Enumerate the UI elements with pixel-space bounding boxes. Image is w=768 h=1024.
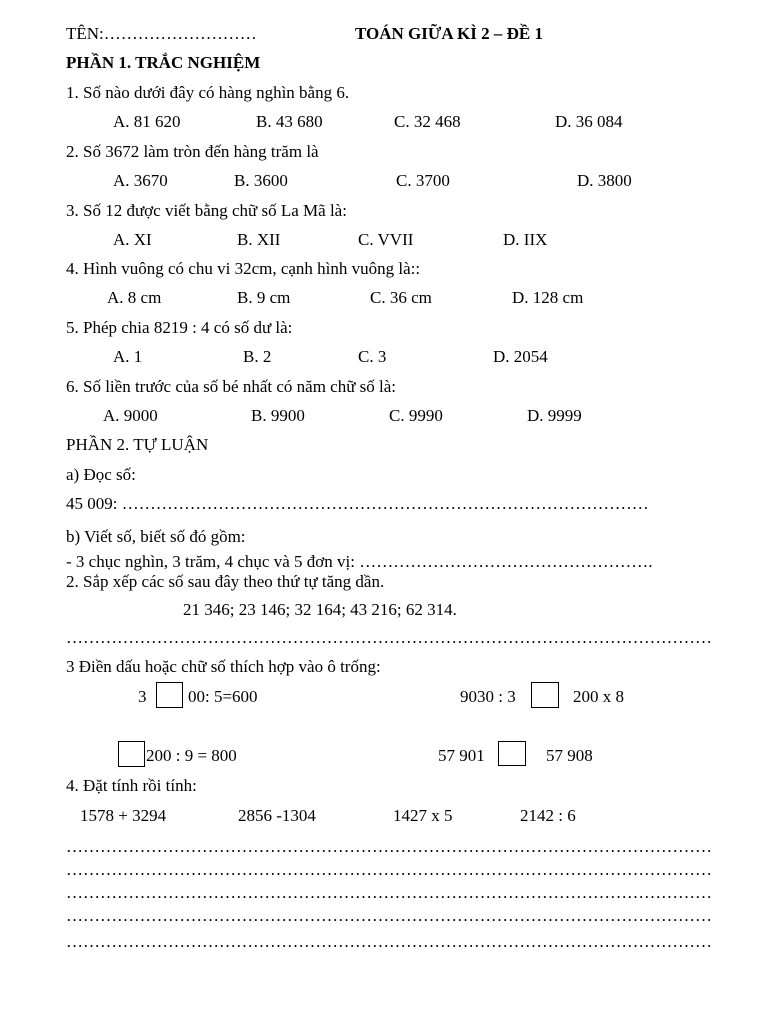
q3d-suffix: 57 908: [546, 746, 593, 765]
q3c-suffix: 200 : 9 = 800: [146, 746, 237, 765]
q1a-answer-line[interactable]: 45 009: …………………………………………………………………………………: [66, 494, 649, 513]
q6-option-a: A. 9000: [103, 406, 158, 425]
q2-option-b: B. 3600: [234, 171, 288, 190]
q1-option-b: B. 43 680: [256, 112, 323, 131]
answer-line-2[interactable]: ……………………………………………………………………………………………………: [66, 860, 712, 879]
part1-heading: PHẦN 1. TRẮC NGHIỆM: [66, 53, 261, 72]
q1b-label: b) Viết số, biết số đó gồm:: [66, 527, 246, 546]
q3a-suffix: 00: 5=600: [188, 687, 258, 706]
q6-option-b: B. 9900: [251, 406, 305, 425]
q3-option-a: A. XI: [113, 230, 152, 249]
q6-option-c: C. 9990: [389, 406, 443, 425]
answer-line-1[interactable]: ……………………………………………………………………………………………………: [66, 837, 712, 856]
question-2-text: 2. Số 3672 làm tròn đến hàng trăm là: [66, 142, 319, 161]
q1-option-c: C. 32 468: [394, 112, 461, 131]
q4-option-c: C. 36 cm: [370, 288, 432, 307]
q1b-answer-line[interactable]: - 3 chục nghìn, 3 trăm, 4 chục và 5 đơn vị: …………………………………………….: [66, 552, 653, 571]
q2-numbers: 21 346; 23 146; 32 164; 43 216; 62 314.: [183, 600, 457, 619]
page-title: TOÁN GIỮA KÌ 2 – ĐỀ 1: [355, 24, 543, 43]
q4-expr-1: 1578 + 3294: [80, 806, 167, 825]
q3d-prefix: 57 901: [438, 746, 485, 765]
q4-text: 4. Đặt tính rồi tính:: [66, 776, 197, 795]
question-1-text: 1. Số nào dưới đây có hàng nghìn bằng 6.: [66, 83, 350, 102]
q1-option-d: D. 36 084: [555, 112, 623, 131]
answer-line-3[interactable]: ……………………………………………………………………………………………………: [66, 883, 712, 902]
q2-option-a: A. 3670: [113, 171, 168, 190]
answer-line-4[interactable]: ……………………………………………………………………………………………………: [66, 906, 712, 925]
q4-expr-4: 2142 : 6: [520, 806, 576, 825]
q4-expr-2: 2856 -1304: [238, 806, 316, 825]
q3d-answer-box[interactable]: [498, 741, 526, 766]
question-4-text: 4. Hình vuông có chu vi 32cm, cạnh hình vuông là::: [66, 259, 421, 278]
q5-option-c: C. 3: [358, 347, 387, 366]
q3b-answer-box[interactable]: [531, 682, 559, 708]
q5-option-a: A. 1: [113, 347, 143, 366]
q3-text: 3 Điền dấu hoặc chữ số thích hợp vào ô trống:: [66, 657, 381, 676]
question-6-text: 6. Số liền trước của số bé nhất có năm chữ số là:: [66, 377, 397, 396]
q4-option-d: D. 128 cm: [512, 288, 584, 307]
q3-option-d: D. IIX: [503, 230, 548, 249]
question-5-text: 5. Phép chia 8219 : 4 có số dư là:: [66, 318, 293, 337]
q3a-answer-box[interactable]: [156, 682, 183, 708]
answer-line-5[interactable]: ……………………………………………………………………………………………………: [66, 932, 712, 951]
q3c-answer-box[interactable]: [118, 741, 145, 767]
q2-option-c: C. 3700: [396, 171, 450, 190]
q1-option-a: A. 81 620: [113, 112, 181, 131]
q2-option-d: D. 3800: [577, 171, 632, 190]
name-field-label: TÊN:………………………: [66, 24, 257, 43]
q4-expr-3: 1427 x 5: [393, 806, 453, 825]
part2-heading: PHẦN 2. TỰ LUẬN: [66, 435, 209, 454]
q5-option-d: D. 2054: [493, 347, 548, 366]
q6-option-d: D. 9999: [527, 406, 582, 425]
q1a-label: a) Đọc số:: [66, 465, 136, 484]
q3-option-c: C. VVII: [358, 230, 414, 249]
q3-option-b: B. XII: [237, 230, 281, 249]
q5-option-b: B. 2: [243, 347, 272, 366]
q3b-prefix: 9030 : 3: [460, 687, 516, 706]
q3b-suffix: 200 x 8: [573, 687, 624, 706]
q3a-prefix: 3: [138, 687, 147, 706]
question-3-text: 3. Số 12 được viết bằng chữ số La Mã là:: [66, 201, 347, 220]
q4-option-b: B. 9 cm: [237, 288, 291, 307]
q4-option-a: A. 8 cm: [107, 288, 162, 307]
q2-text: 2. Sắp xếp các số sau đây theo thứ tự tăng dần.: [66, 572, 385, 591]
q2-answer-line[interactable]: ……………………………………………………………………………………………………: [66, 628, 712, 647]
